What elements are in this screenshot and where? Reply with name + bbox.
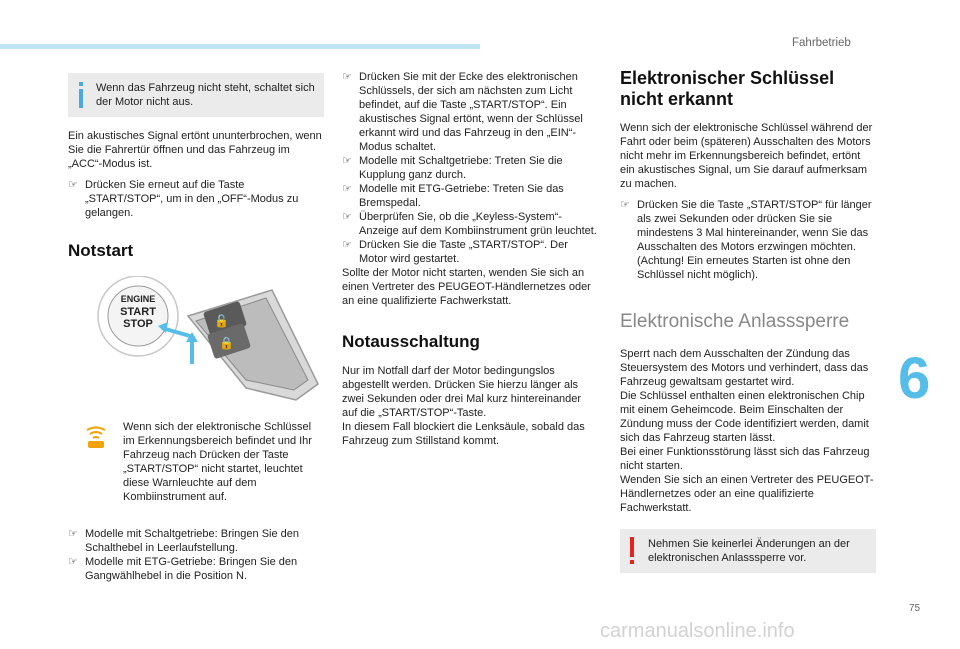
section-title-notstart: Notstart (68, 241, 134, 260)
column-left (68, 73, 324, 261)
section-label: Fahrbetrieb (792, 37, 851, 49)
bullet-text: Drücken Sie die Taste „START/STOP“ für länger als zwei Sekunden oder drücken Sie sie mindestens 3 Mal hintereinander, wenn Sie das Ausschalten des Motors erzwingen möchten. (Achtung! Ein erneutes Starten ist ohne den Schlüssel nicht möglich). (637, 199, 872, 281)
bullet-text: Überprüfen Sie, ob die „Keyless-System“-Anzeige auf dem Kombiinstrument grün leuchtet. (359, 211, 597, 237)
page-number: 75 (909, 603, 921, 614)
watermark: carmanualsonline.info (600, 620, 795, 642)
bullet-item (342, 210, 598, 238)
bullet-item (68, 178, 324, 220)
info-box-text: Wenn das Fahrzeug nicht steht, schaltet sich der Motor nicht aus. (96, 82, 315, 108)
bullet-item (68, 555, 324, 583)
paragraph: Wenn sich der elektronische Schlüssel während der Fahrt oder beim (späteren) Ausschalten des Motors nicht mehr im Erkennungsbereich befindet, ertönt ein akustisches Signal, um Sie darauf aufmerksam zu machen. (620, 122, 873, 190)
title-line: nicht erkannt (620, 89, 734, 109)
bullet-item (342, 154, 598, 182)
paragraph: Ein akustisches Signal ertönt ununterbrochen, wenn Sie die Fahrertür öffnen und das Fahrzeug im „ACC“-Modus ist. (68, 130, 322, 170)
pointing-hand-icon: ☞ (342, 239, 352, 251)
paragraph: Nur im Notfall darf der Motor bedingungslos abgestellt werden. Drücken Sie hierzu länger als zwei Sekunden oder drei Mal kurz hintereinander auf die „START/STOP“-Taste. In diesem Fall blockiert die Lenksäule, sobald das Fahrzeug zum Stillstand kommt. (342, 365, 585, 447)
bullet-text: Modelle mit ETG-Getriebe: Bringen Sie den Gangwählhebel in die Position N. (85, 556, 298, 582)
pointing-hand-icon: ☞ (68, 179, 78, 191)
pointing-hand-icon: ☞ (342, 183, 352, 195)
paragraph: Sollte der Motor nicht starten, wenden Sie sich an einen Vertreter des PEUGEOT-Händlernetzes oder an eine qualifizierte Fachwerkstatt. (342, 267, 591, 307)
engine-label-line3: STOP (123, 318, 153, 330)
column-right (620, 68, 876, 573)
bullet-item (620, 198, 876, 282)
engine-label-line2: START (120, 306, 156, 318)
chapter-number: 6 (898, 346, 931, 411)
title-line: Elektronischer Schlüssel (620, 68, 835, 88)
section-title-key-not-recognized (620, 68, 876, 110)
keyless-warning-icon (84, 426, 108, 450)
bullet-text: Modelle mit ETG-Getriebe: Treten Sie das Bremspedal. (359, 183, 564, 209)
pointing-hand-icon: ☞ (68, 528, 78, 540)
engine-label-line1: ENGINE (120, 294, 156, 304)
key-note-text: Wenn sich der elektronische Schlüssel im Erkennungsbereich befindet und Ihr Fahrzeug nach Drücken der Taste „START/STOP“ nicht startet, leuchtet diese Warnleuchte auf dem Kombiinstrument auf. (123, 421, 312, 503)
paragraph: Sperrt nach dem Ausschalten der Zündung das Steuersystem des Motors und verhindert, dass das Fahrzeug gewaltsam gestartet wird. Die Schlüssel enthalten einen elektronischen Chip mit einem Geheimcode. Beim Einschalten der Zündung muss der Code identifiziert werden, damit sich das Fahrzeug starten lässt. Bei einer Funktionsstörung lässt sich das Fahrzeug nicht starten. Wenden Sie sich an einen Vertreter des PEUGEOT-Händlernetzes oder an eine qualifizierte Fachwerkstatt. (620, 348, 874, 514)
pointing-hand-icon: ☞ (620, 199, 630, 211)
bullet-text: Drücken Sie erneut auf die Taste „START/STOP“, um in den „OFF“-Modus zu gelangen. (85, 179, 299, 219)
pointing-hand-icon: ☞ (342, 211, 352, 223)
bullet-item (342, 182, 598, 210)
column-left-bullets (68, 527, 324, 583)
bullet-text: Drücken Sie die Taste „START/STOP“. Der Motor wird gestartet. (359, 239, 568, 265)
warning-box-text: Nehmen Sie keinerlei Änderungen an der elektronischen Anlasssperre vor. (648, 538, 850, 564)
info-icon (79, 82, 83, 108)
pointing-hand-icon: ☞ (342, 71, 352, 83)
info-box (68, 73, 324, 117)
bullet-text: Modelle mit Schaltgetriebe: Bringen Sie den Schalthebel in Leerlaufstellung. (85, 528, 300, 554)
column-middle (342, 70, 598, 448)
section-title-immobilizer: Elektronische Anlasssperre (620, 311, 850, 332)
bullet-text: Modelle mit Schaltgetriebe: Treten Sie die Kupplung ganz durch. (359, 155, 563, 181)
pointing-hand-icon: ☞ (68, 556, 78, 568)
bullet-item (342, 70, 598, 154)
section-title-notausschaltung: Notausschaltung (342, 332, 480, 351)
bullet-item (68, 527, 324, 555)
pointing-hand-icon: ☞ (342, 155, 352, 167)
exclamation-icon (630, 537, 635, 567)
key-note (123, 420, 323, 504)
header-accent-bar (0, 44, 480, 49)
lock-icon: 🔒 (219, 336, 234, 350)
bullet-item (342, 238, 598, 266)
bullet-text: Drücken Sie mit der Ecke des elektronischen Schlüssels, der sich am nächsten zum Licht befindet, auf die Taste „START/STOP“. Ein akustisches Signal ertönt, wenn der Schlüssel erkannt wird und das Fahrzeug in den „EIN“-Modus schaltet. (359, 71, 583, 153)
key-start-illustration (96, 276, 322, 402)
unlock-icon: 🔓 (214, 314, 229, 328)
warning-box (620, 529, 876, 573)
